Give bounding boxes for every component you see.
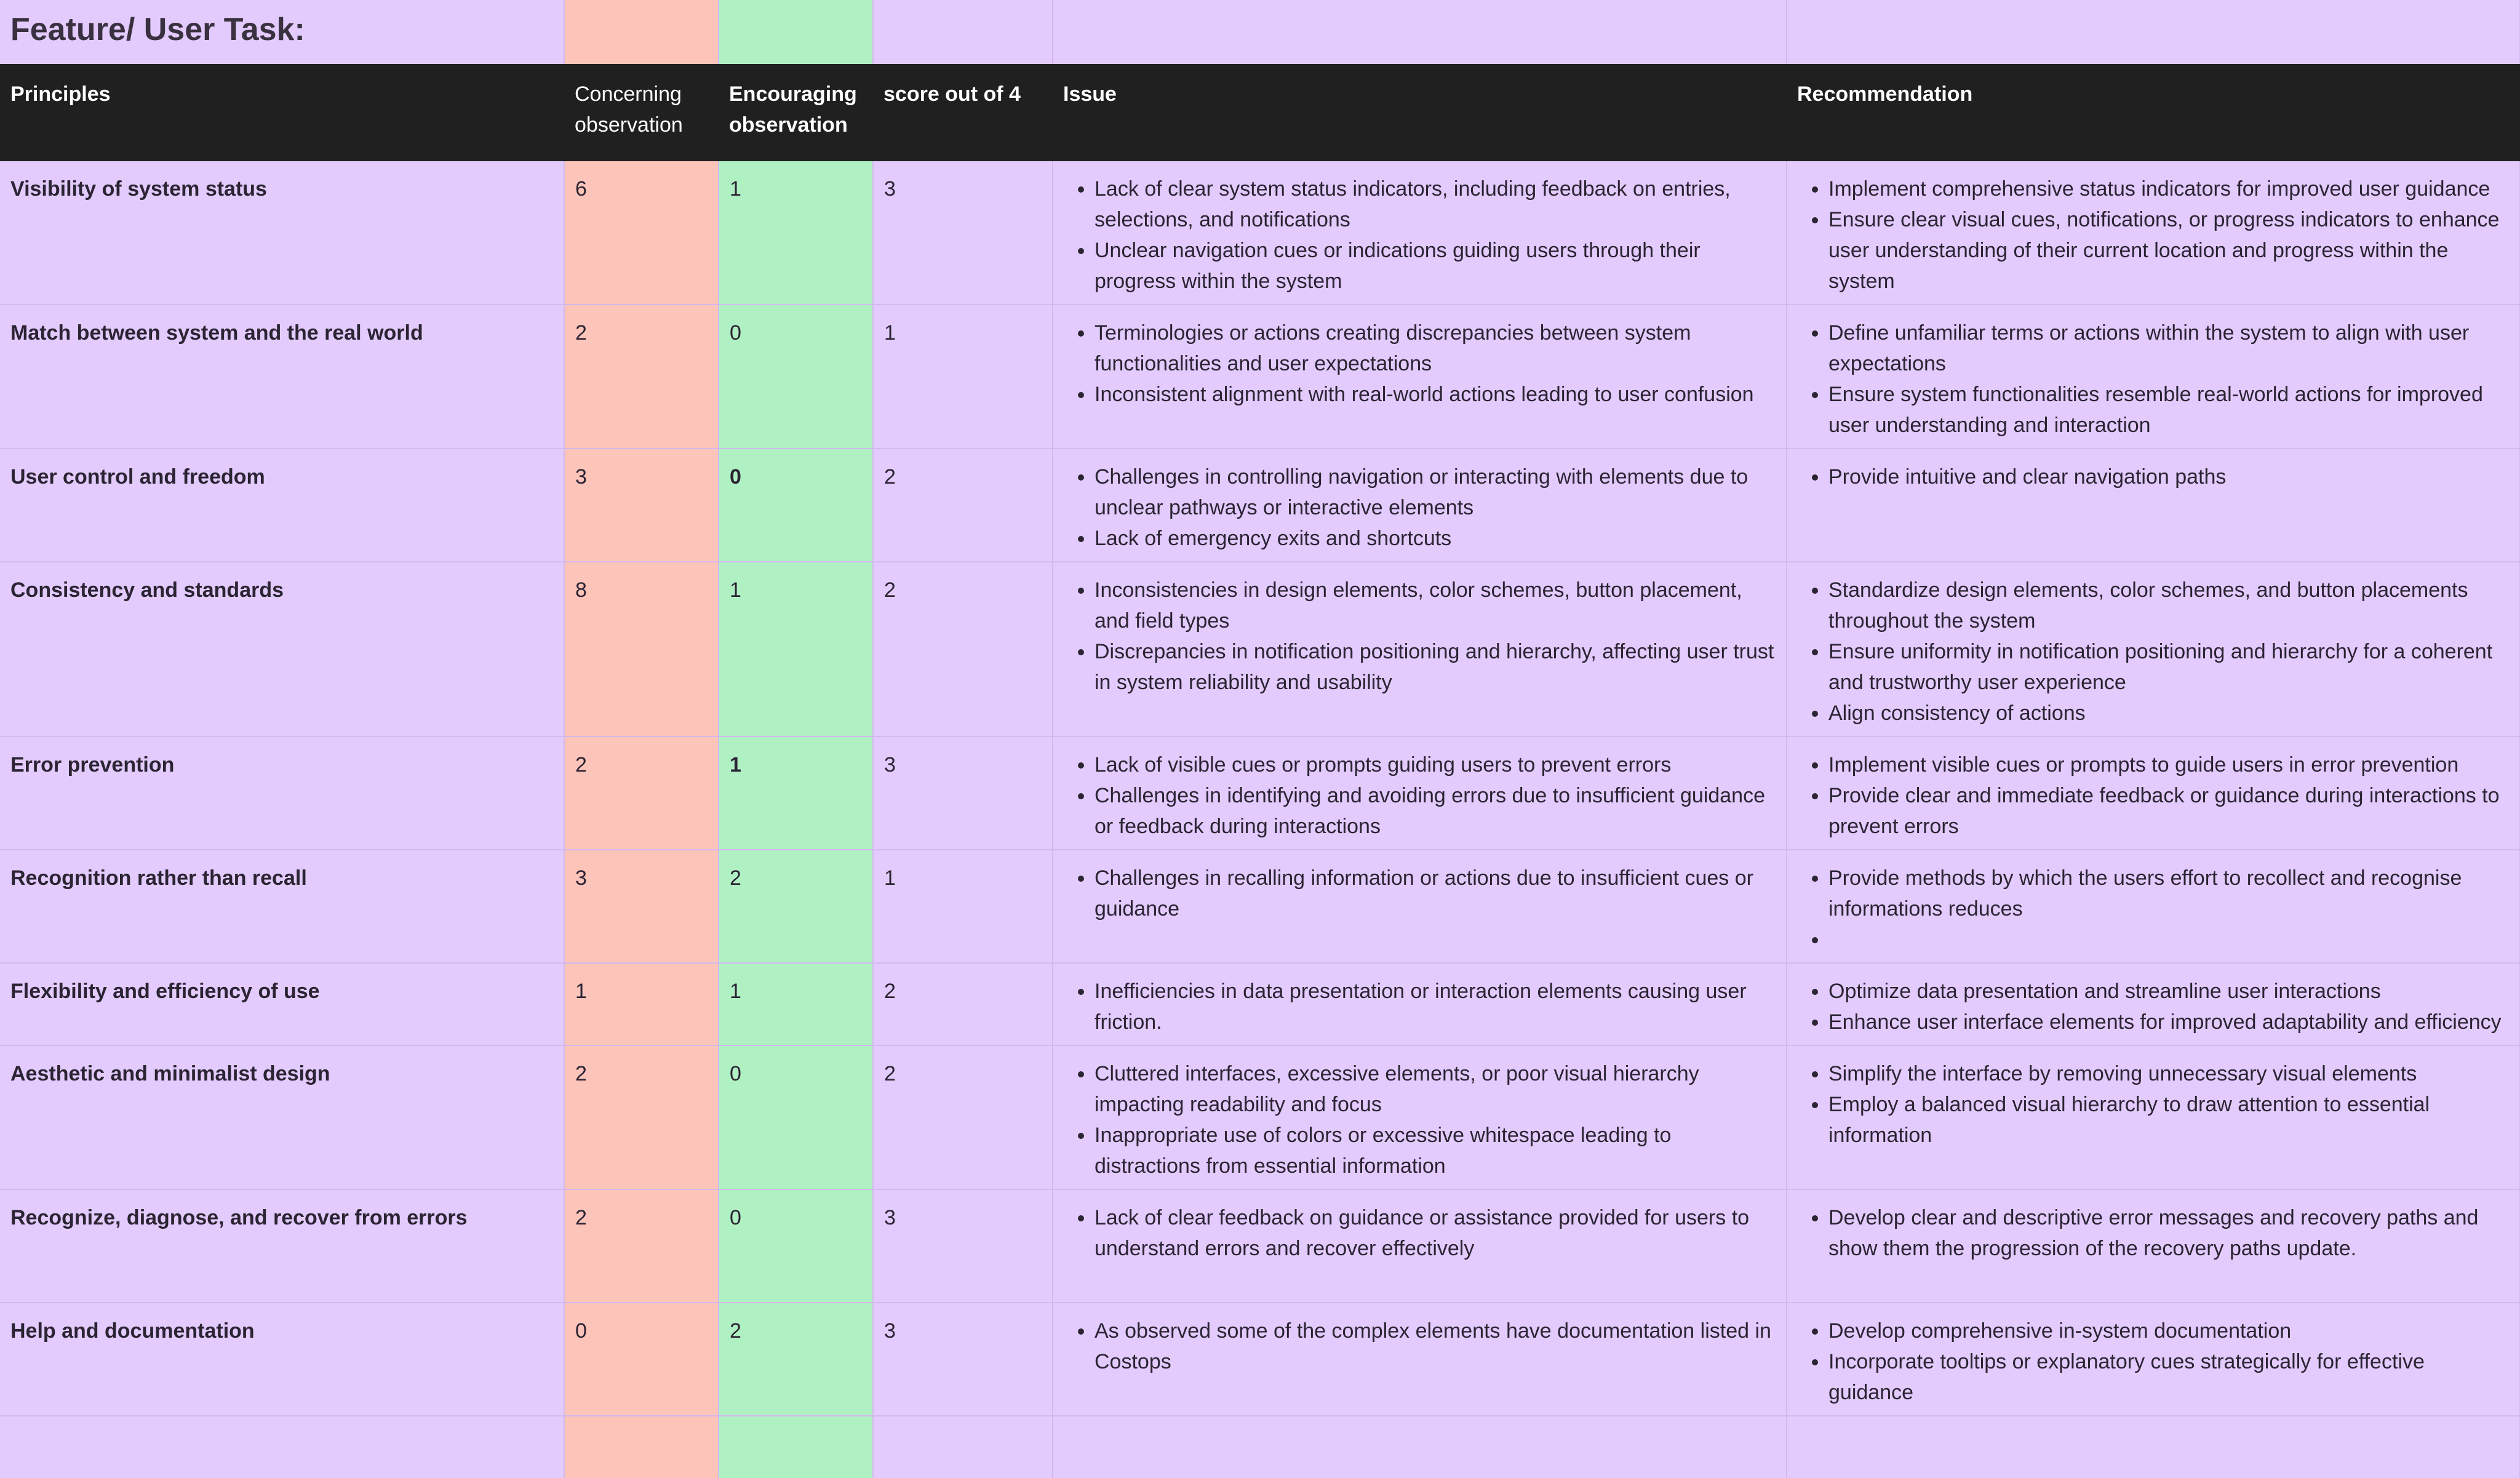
issue-item: • Inappropriate use of colors or excessive whitespace leading to distractions from essential information: [1095, 1120, 1776, 1181]
issue-cell[interactable]: [1053, 850, 1787, 963]
empty-cell[interactable]: [1053, 1416, 1787, 1478]
principle-cell[interactable]: Recognize, diagnose, and recover from errors: [0, 1189, 564, 1303]
concerning-count-cell[interactable]: 2: [564, 1045, 719, 1189]
encouraging-count-cell[interactable]: 1: [719, 161, 873, 305]
principle-cell[interactable]: Match between system and the real world: [0, 305, 564, 449]
empty-cell[interactable]: [873, 1416, 1053, 1478]
empty-row: [0, 1416, 2520, 1478]
encouraging-count-cell[interactable]: 1: [719, 963, 873, 1045]
table-row: [0, 737, 2520, 850]
principle-cell[interactable]: Help and documentation: [0, 1303, 564, 1416]
encouraging-count-cell[interactable]: 2: [719, 850, 873, 963]
recommendation-list: [1798, 318, 2509, 441]
issue-item: • Inefficiencies in data presentation or interaction elements causing user friction.: [1095, 976, 1776, 1037]
issue-cell[interactable]: [1053, 963, 1787, 1045]
empty-cell[interactable]: [1787, 1416, 2520, 1478]
score-cell[interactable]: 3: [873, 1303, 1053, 1416]
issue-cell[interactable]: [1053, 305, 1787, 449]
issue-item: • Terminologies or actions creating discrepancies between system functionalities and user expectations: [1095, 318, 1776, 379]
issue-list: [1064, 1202, 1776, 1264]
title-concern-cell[interactable]: [564, 0, 719, 64]
encouraging-count-cell[interactable]: 0: [719, 449, 873, 562]
score-cell[interactable]: 2: [873, 1045, 1053, 1189]
recommendation-list: [1798, 976, 2509, 1037]
issue-list: [1064, 461, 1776, 554]
header-score[interactable]: score out of 4: [873, 64, 1053, 161]
issue-cell[interactable]: [1053, 449, 1787, 562]
recommendation-item: • Implement comprehensive status indicators for improved user guidance: [1828, 174, 2509, 204]
recommendation-item: • Develop comprehensive in-system documentation: [1828, 1316, 2509, 1346]
encouraging-count-cell[interactable]: 0: [719, 305, 873, 449]
issue-item: • Unclear navigation cues or indications guiding users through their progress within the system: [1095, 235, 1776, 297]
recommendation-item: • Ensure clear visual cues, notifications, or progress indicators to enhance user understanding of their current location and progress within the system: [1828, 204, 2509, 297]
title-encourage-cell[interactable]: [719, 0, 873, 64]
header-concerning[interactable]: Concerning observation: [564, 64, 719, 161]
recommendation-cell[interactable]: [1787, 737, 2520, 850]
title-score-cell[interactable]: [873, 0, 1053, 64]
concerning-count-cell[interactable]: 1: [564, 963, 719, 1045]
issue-list: [1064, 749, 1776, 842]
concerning-count-cell[interactable]: 6: [564, 161, 719, 305]
table-row: [0, 1045, 2520, 1189]
issue-list: [1064, 575, 1776, 698]
encouraging-count-cell[interactable]: 0: [719, 1189, 873, 1303]
table-row: [0, 1189, 2520, 1303]
recommendation-cell[interactable]: [1787, 449, 2520, 562]
issue-list: [1064, 1058, 1776, 1181]
recommendation-item: • Incorporate tooltips or explanatory cues strategically for effective guidance: [1828, 1346, 2509, 1408]
recommendation-item: • Implement visible cues or prompts to guide users in error prevention: [1828, 749, 2509, 780]
recommendation-cell[interactable]: [1787, 305, 2520, 449]
concerning-count-cell[interactable]: 3: [564, 449, 719, 562]
recommendation-item: • Simplify the interface by removing unnecessary visual elements: [1828, 1058, 2509, 1089]
issue-list: [1064, 1316, 1776, 1377]
header-recommendation[interactable]: Recommendation: [1787, 64, 2520, 161]
title-rec-cell[interactable]: [1787, 0, 2520, 64]
concerning-count-cell[interactable]: 2: [564, 737, 719, 850]
recommendation-item: • Ensure system functionalities resemble real-world actions for improved user understanding and interaction: [1828, 379, 2509, 441]
table-row: [0, 963, 2520, 1045]
principle-cell[interactable]: Flexibility and efficiency of use: [0, 963, 564, 1045]
score-cell[interactable]: 1: [873, 850, 1053, 963]
issue-item: • Lack of emergency exits and shortcuts: [1095, 523, 1776, 554]
issue-list: [1064, 976, 1776, 1037]
title-issue-cell[interactable]: [1053, 0, 1787, 64]
issue-cell[interactable]: [1053, 1045, 1787, 1189]
recommendation-cell[interactable]: [1787, 161, 2520, 305]
recommendation-cell[interactable]: [1787, 963, 2520, 1045]
header-row: [0, 64, 2520, 161]
issue-item: • Challenges in identifying and avoiding errors due to insufficient guidance or feedback during interactions: [1095, 780, 1776, 842]
recommendation-list: [1798, 863, 2509, 955]
issue-cell[interactable]: [1053, 737, 1787, 850]
concerning-count-cell[interactable]: 8: [564, 562, 719, 737]
principle-cell[interactable]: User control and freedom: [0, 449, 564, 562]
issue-item: • Cluttered interfaces, excessive elements, or poor visual hierarchy impacting readability and focus: [1095, 1058, 1776, 1120]
encouraging-count-cell[interactable]: 2: [719, 1303, 873, 1416]
principle-cell[interactable]: Visibility of system status: [0, 161, 564, 305]
issue-item: • Challenges in controlling navigation or interacting with elements due to unclear pathways or interactive elements: [1095, 461, 1776, 523]
recommendation-cell[interactable]: [1787, 850, 2520, 963]
table-row: [0, 161, 2520, 305]
principle-cell[interactable]: Aesthetic and minimalist design: [0, 1045, 564, 1189]
concerning-count-cell[interactable]: 3: [564, 850, 719, 963]
recommendation-cell[interactable]: [1787, 562, 2520, 737]
title-cell[interactable]: [0, 0, 564, 64]
table-row: [0, 562, 2520, 737]
issue-item: • As observed some of the complex elements have documentation listed in Costops: [1095, 1316, 1776, 1377]
score-cell[interactable]: 2: [873, 562, 1053, 737]
issue-item: • Inconsistencies in design elements, color schemes, button placement, and field types: [1095, 575, 1776, 636]
recommendation-cell[interactable]: [1787, 1303, 2520, 1416]
recommendation-item: • Standardize design elements, color schemes, and button placements throughout the system: [1828, 575, 2509, 636]
recommendation-item: • Provide intuitive and clear navigation paths: [1828, 461, 2509, 492]
recommendation-item: • Provide methods by which the users effort to recollect and recognise informations reduces: [1828, 863, 2509, 924]
recommendation-list: [1798, 749, 2509, 842]
issue-cell[interactable]: [1053, 1303, 1787, 1416]
recommendation-list: [1798, 1316, 2509, 1408]
recommendation-item: • Define unfamiliar terms or actions within the system to align with user expectations: [1828, 318, 2509, 379]
recommendation-cell[interactable]: [1787, 1045, 2520, 1189]
score-cell[interactable]: 3: [873, 161, 1053, 305]
issue-item: • Lack of visible cues or prompts guiding users to prevent errors: [1095, 749, 1776, 780]
encouraging-count-cell[interactable]: 0: [719, 1045, 873, 1189]
issue-list: [1064, 863, 1776, 924]
recommendation-item: • Optimize data presentation and streamline user interactions: [1828, 976, 2509, 1007]
issue-cell[interactable]: [1053, 562, 1787, 737]
empty-cell[interactable]: [719, 1416, 873, 1478]
table-row: [0, 850, 2520, 963]
issue-list: [1064, 174, 1776, 297]
table-row: [0, 449, 2520, 562]
score-cell[interactable]: 2: [873, 963, 1053, 1045]
encouraging-count-cell[interactable]: 1: [719, 737, 873, 850]
recommendation-item: • Ensure uniformity in notification positioning and hierarchy for a coherent and trustworthy user experience: [1828, 636, 2509, 698]
issue-item: • Lack of clear feedback on guidance or assistance provided for users to understand errors and recover effectively: [1095, 1202, 1776, 1264]
recommendation-list: [1798, 174, 2509, 297]
issue-item: • Discrepancies in notification positioning and hierarchy, affecting user trust in system reliability and usability: [1095, 636, 1776, 698]
empty-cell[interactable]: [0, 1416, 564, 1478]
issue-item: • Challenges in recalling information or actions due to insufficient cues or guidance: [1095, 863, 1776, 924]
issue-cell[interactable]: [1053, 1189, 1787, 1303]
score-cell[interactable]: 2: [873, 449, 1053, 562]
table-row: [0, 305, 2520, 449]
principle-cell[interactable]: Error prevention: [0, 737, 564, 850]
score-cell[interactable]: 3: [873, 1189, 1053, 1303]
recommendation-list: [1798, 575, 2509, 729]
recommendation-list: [1798, 461, 2509, 492]
header-principles[interactable]: Principles: [0, 64, 564, 161]
score-cell[interactable]: 3: [873, 737, 1053, 850]
principle-cell[interactable]: Recognition rather than recall: [0, 850, 564, 963]
recommendation-item: • Develop clear and descriptive error messages and recovery paths and show them the progression of the recovery paths update.: [1828, 1202, 2509, 1264]
recommendation-item: • Provide clear and immediate feedback or guidance during interactions to prevent errors: [1828, 780, 2509, 842]
recommendation-list: [1798, 1202, 2509, 1264]
recommendation-item: • Align consistency of actions: [1828, 698, 2509, 729]
score-cell[interactable]: 1: [873, 305, 1053, 449]
principle-cell[interactable]: Consistency and standards: [0, 562, 564, 737]
table-row: [0, 1303, 2520, 1416]
recommendation-item: • Enhance user interface elements for improved adaptability and efficiency: [1828, 1007, 2509, 1037]
header-issue[interactable]: Issue: [1053, 64, 1787, 161]
title-row: [0, 0, 2520, 64]
issue-list: [1064, 318, 1776, 410]
concerning-count-cell[interactable]: 2: [564, 305, 719, 449]
issue-cell[interactable]: [1053, 161, 1787, 305]
empty-cell[interactable]: [564, 1416, 719, 1478]
recommendation-item: [1828, 924, 2509, 955]
concerning-count-cell[interactable]: 0: [564, 1303, 719, 1416]
issue-item: • Lack of clear system status indicators, including feedback on entries, selections, and notifications: [1095, 174, 1776, 235]
header-encouraging[interactable]: Encouraging observation: [719, 64, 873, 161]
recommendation-cell[interactable]: [1787, 1189, 2520, 1303]
page-title: Feature/ User Task:: [10, 12, 305, 47]
concerning-count-cell[interactable]: 2: [564, 1189, 719, 1303]
recommendation-list: [1798, 1058, 2509, 1151]
encouraging-count-cell[interactable]: 1: [719, 562, 873, 737]
issue-item: • Inconsistent alignment with real-world actions leading to user confusion: [1095, 379, 1776, 410]
recommendation-item: • Employ a balanced visual hierarchy to draw attention to essential information: [1828, 1089, 2509, 1151]
